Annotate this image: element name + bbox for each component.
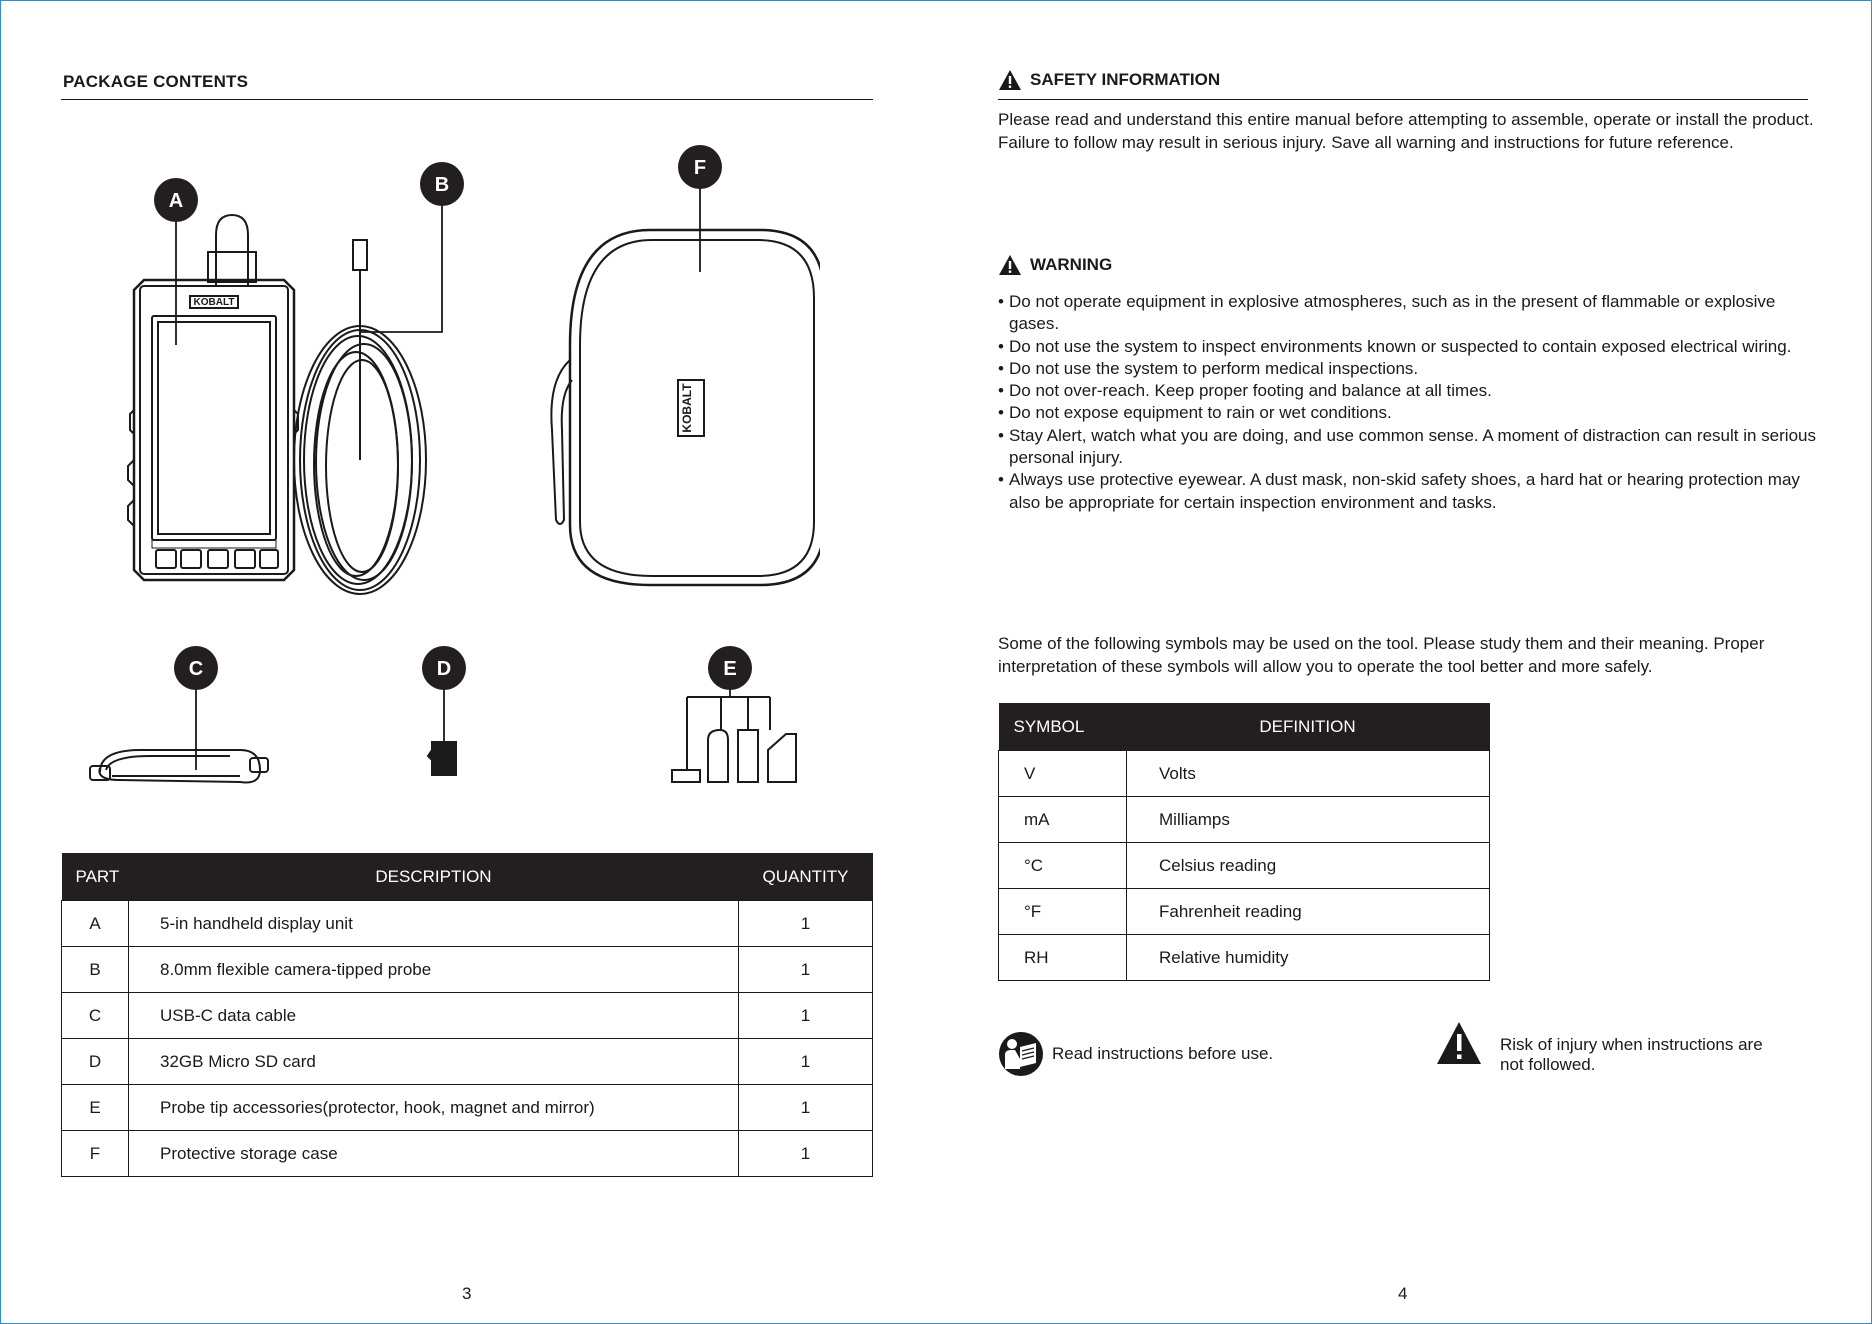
cell-part: E — [62, 1085, 129, 1131]
cell-definition: Volts — [1127, 751, 1490, 797]
cell-definition: Relative humidity — [1127, 935, 1490, 981]
risk-label: Risk of injury when instructions are not followed. — [1500, 1035, 1763, 1074]
table-row — [999, 751, 1490, 797]
list-item: • Do not use the system to inspect environments known or suspected to contain exposed electrical wiring. — [998, 336, 1818, 358]
cell-symbol: mA — [999, 797, 1127, 843]
symbol-table-header — [999, 703, 1490, 751]
cell-quantity: 1 — [739, 1131, 873, 1177]
table-row — [999, 889, 1490, 935]
table-row — [999, 935, 1490, 981]
warning-triangle-icon — [998, 69, 1022, 91]
warning-title: WARNING — [1030, 255, 1113, 274]
cell-symbol: RH — [999, 935, 1127, 981]
read-instructions-label: Read instructions before use. — [1052, 1044, 1274, 1063]
cell-symbol: V — [999, 751, 1127, 797]
cell-symbol: °C — [999, 843, 1127, 889]
safety-heading — [998, 69, 1220, 91]
cell-quantity: 1 — [739, 901, 873, 947]
list-item: • Do not use the system to perform medical inspections. — [998, 358, 1818, 380]
cell-quantity: 1 — [739, 1085, 873, 1131]
cell-definition: Celsius reading — [1127, 843, 1490, 889]
cell-symbol: °F — [999, 889, 1127, 935]
cell-part: A — [62, 901, 129, 947]
cell-definition: Milliamps — [1127, 797, 1490, 843]
cell-description: 8.0mm flexible camera-tipped probe — [129, 947, 739, 993]
warning-triangle-icon — [998, 254, 1022, 276]
header-part: PART — [62, 853, 129, 901]
cell-description: Protective storage case — [129, 1131, 739, 1177]
cell-part: C — [62, 993, 129, 1039]
header-description: DESCRIPTION — [129, 853, 739, 901]
case-brand-text: KOBALT — [680, 383, 694, 433]
badge-a-text: A — [168, 190, 184, 212]
package-contents-title: PACKAGE CONTENTS — [63, 72, 249, 91]
safety-rule — [998, 99, 1808, 100]
warning-triangle-icon — [1436, 1021, 1482, 1065]
badge-b-text: B — [434, 174, 450, 196]
safety-title: SAFETY INFORMATION — [1030, 70, 1221, 89]
list-item: • Always use protective eyewear. A dust mask, non-skid safety shoes, a hard hat or hearing protection may also be appropriate for certain inspection environment and tasks. — [998, 469, 1818, 514]
cell-quantity: 1 — [739, 1039, 873, 1085]
cell-description: 32GB Micro SD card — [129, 1039, 739, 1085]
list-item: • Stay Alert, watch what you are doing, and use common sense. A moment of distraction can result in serious personal injury. — [998, 425, 1818, 470]
read-manual-icon — [998, 1031, 1044, 1077]
cell-description: USB-C data cable — [129, 993, 739, 1039]
symbols-intro: Some of the following symbols may be used on the tool. Please study them and their meaning. Proper interpretation of these symbols will allow you to operate the tool better and more safely. — [998, 634, 1765, 676]
cell-definition: Fahrenheit reading — [1127, 889, 1490, 935]
header-symbol: SYMBOL — [999, 703, 1127, 751]
page-number-right: 4 — [1398, 1284, 1408, 1303]
risk-note — [1436, 1021, 1790, 1075]
page-number-left: 3 — [462, 1284, 472, 1303]
table-row — [999, 843, 1490, 889]
safety-intro: Please read and understand this entire manual before attempting to assemble, operate or install the product. Failure to follow may result in serious injury. Save all warning and instructions for future reference. — [998, 110, 1814, 152]
header-quantity: QUANTITY — [739, 853, 873, 901]
badge-d-text: D — [436, 658, 452, 680]
read-instructions-note — [998, 1031, 1273, 1077]
warning-heading — [998, 254, 1112, 276]
badge-f-text: F — [693, 157, 707, 179]
cell-description: Probe tip accessories(protector, hook, magnet and mirror) — [129, 1085, 739, 1131]
header-definition: DEFINITION — [1127, 703, 1490, 751]
cell-part: D — [62, 1039, 129, 1085]
cell-quantity: 1 — [739, 947, 873, 993]
device-brand-text: KOBALT — [193, 297, 235, 308]
symbol-table — [998, 703, 1490, 981]
cell-part: B — [62, 947, 129, 993]
warning-list — [998, 291, 1818, 514]
cell-quantity: 1 — [739, 993, 873, 1039]
table-row — [999, 797, 1490, 843]
badge-c-text: C — [188, 658, 204, 680]
list-item: • Do not operate equipment in explosive atmospheres, such as in the present of flammable or explosive gases. — [998, 291, 1818, 336]
cell-description: 5-in handheld display unit — [129, 901, 739, 947]
list-item: • Do not expose equipment to rain or wet conditions. — [998, 402, 1818, 424]
list-item: • Do not over-reach. Keep proper footing and balance at all times. — [998, 380, 1818, 402]
badge-e-text: E — [723, 658, 737, 680]
cell-part: F — [62, 1131, 129, 1177]
